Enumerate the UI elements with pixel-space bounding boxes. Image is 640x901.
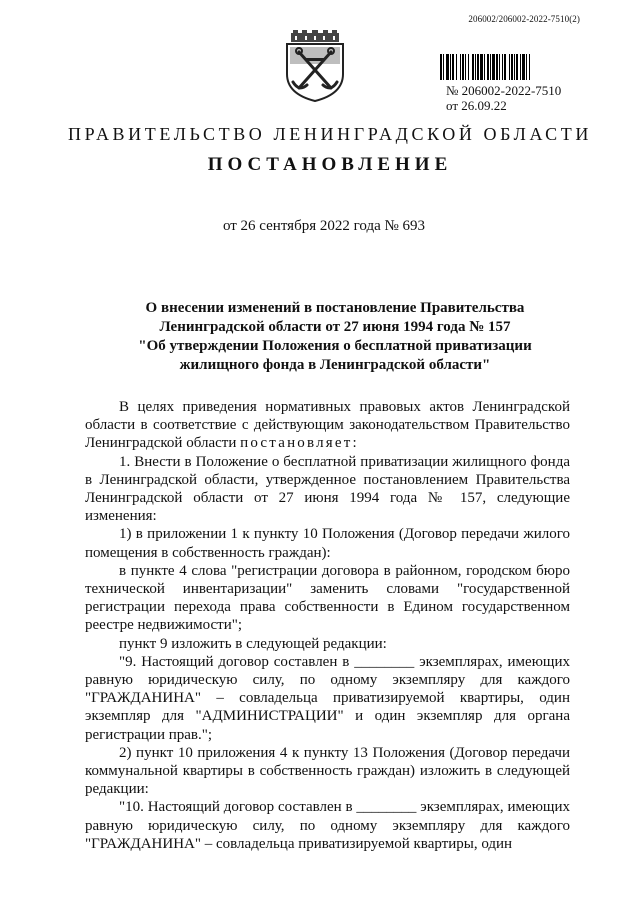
body-paragraph: 1) в приложении 1 к пункту 10 Положения (Договор передачи жилого помещения в собственность граждан): (85, 526, 570, 561)
registration-barcode (440, 54, 592, 80)
preamble-resolves: постановляет: (240, 435, 359, 452)
subject-line: О внесении изменений в постановление Правительства (145, 300, 525, 316)
decree-body (85, 398, 570, 853)
coat-of-arms-emblem (283, 30, 347, 102)
registration-number: № 206002-2022-7510 (446, 83, 562, 98)
subject-line: жилищного фонда в Ленинградской области" (179, 357, 491, 373)
body-paragraph: "10. Настоящий договор составлен в ________ экземплярах, имеющих равную юридическую силу, по одному экземпляру для каждого "ГРАЖДАНИНА" – совладельца приватизируемой квартиры, один (85, 799, 570, 852)
body-paragraph: 2) пункт 10 приложения 4 к пункту 13 Положения (Договор передачи коммунальной квартиры в собственность граждан) изложить в следующей редакции: (85, 744, 570, 798)
barcode-stripe (530, 54, 532, 80)
registration-date: от 26.09.22 (446, 98, 507, 113)
subject-line: "Об утверждении Положения о бесплатной приватизации (138, 338, 532, 354)
body-paragraph: в пункте 4 слова "регистрации договора в районном, городском бюро технической инвентаризации" заменить словами "государственной регистрации перехода права собственности в Едином государственном реестре недвижимости"; (85, 562, 570, 634)
body-paragraph: "9. Настоящий договор составлен в ________ экземплярах, имеющих равную юридическую силу, по одному экземпляру для каждого "ГРАЖДАНИНА" – совладельца приватизируемой квартиры, один экземпляр для "АДМИНИСТРАЦИИ" и один экземпляр для органа регистрации прав."; (85, 653, 570, 743)
government-title: ПРАВИТЕЛЬСТВО ЛЕНИНГРАДСКОЙ ОБЛАСТИ (68, 124, 592, 144)
decree-subject (90, 299, 580, 375)
preamble-text: В целях приведения нормативных правовых актов Ленинградской области в соответствие с действующим законодательством Правительство Ленинградской области (85, 399, 570, 452)
registration-number-block (446, 83, 561, 113)
body-paragraph: пункт 9 изложить в следующей редакции: (119, 635, 387, 652)
anchors-shield-icon (283, 30, 347, 102)
body-paragraph-preamble (85, 398, 570, 453)
document-type-heading: ПОСТАНОВЛЕНИЕ (207, 154, 453, 175)
body-paragraph: 1. Внести в Положение о бесплатной приватизации жилищного фонда в Ленинградской области, утвержденное постановлением Правительства Ленинградской области от 27 июня 1994 года № 157, следующие изменения: (85, 453, 570, 525)
document-reference-code: 206002/206002-2022-7510(2) (468, 14, 580, 24)
decree-date-number: от 26 сентября 2022 года № 693 (222, 218, 426, 234)
subject-line: Ленинградской области от 27 июня 1994 года № 157 (159, 319, 511, 335)
